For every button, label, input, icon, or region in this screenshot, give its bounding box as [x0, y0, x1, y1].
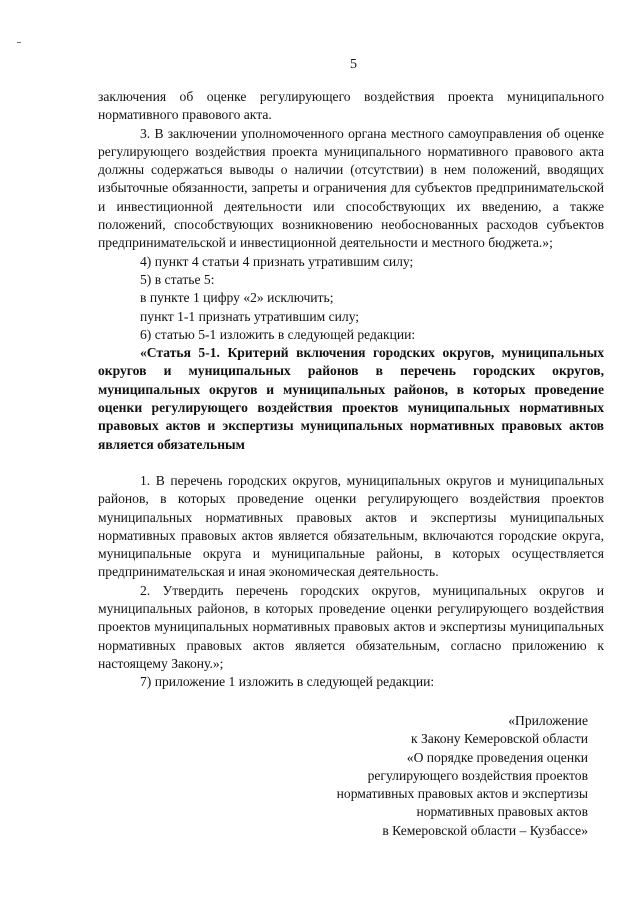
article-point-2: 2. Утвердить перечень городских округов, муниципальных округов и муниципальных районов, в которых проведение оценки регулирующего воздействия проектов муниципальных нормативных правовых актов и экспертизы муниципальных нормативных правовых актов является обязательным, согласно приложению к настоящему Закону.»;: [98, 582, 604, 671]
appendix-line: нормативных правовых актов: [416, 804, 588, 820]
paragraph-item-6: 6) статью 5-1 изложить в следующей редакции:: [140, 326, 416, 342]
paragraph-item-5-sub1: в пункте 1 цифру «2» исключить;: [140, 290, 334, 306]
page-number: 5: [350, 57, 357, 72]
margin-mark: [17, 42, 21, 43]
paragraph-continuation: заключения об оценке регулирующего воздействия проекта муниципального нормативного правового акта.: [98, 89, 604, 123]
appendix-line: нормативных правовых актов и экспертизы: [336, 786, 588, 802]
paragraph-item-5-sub2: пункт 1-1 признать утратившим силу;: [140, 308, 360, 324]
appendix-line: «О порядке проведения оценки: [406, 749, 588, 765]
paragraph-item-5: 5) в статье 5:: [140, 271, 215, 287]
appendix-header: [337, 712, 588, 840]
paragraph-item-3: 3. В заключении уполномоченного органа местного самоуправления об оценке регулирующего воздействия проекта муниципального нормативного правового акта должны содержаться выводы о наличии (отсутствии) в нем положений, вводящих избыточные обязанности, запреты и ограничения для субъектов предпринимательской и инвестиционной деятельности или способствующих их введению, а также положений, способствующих возникновению необоснованных расходов субъектов предпринимательской и инвестиционной деятельности и местного бюджета.»;: [98, 125, 604, 251]
article-heading: «Статья 5-1. Критерий включения городских округов, муниципальных округов и муниципальных районов в перечень городских округов, муниципальных округов и муниципальных районов, в которых проведение оценки регулирующего воздействия проектов муниципальных нормативных правовых актов и экспертизы муниципальных нормативных правовых актов является обязательным: [98, 345, 604, 452]
article-point-1: 1. В перечень городских округов, муниципальных округов и муниципальных районов, в которых проведение оценки регулирующего воздействия проектов муниципальных нормативных правовых актов и экспертизы муниципальных нормативных правовых актов является обязательным, включаются городские округа, муниципальные округа и муниципальные районы, в которых осуществляется предпринимательская и иная экономическая деятельность.: [98, 472, 604, 580]
appendix-line: к Закону Кемеровской области: [410, 731, 588, 747]
appendix-line: «Приложение: [508, 713, 588, 728]
appendix-line: в Кемеровской области – Кузбассе»: [382, 822, 588, 838]
paragraph-item-4: 4) пункт 4 статьи 4 признать утратившим силу;: [140, 253, 414, 269]
document-body: [98, 88, 604, 692]
paragraph-item-7: 7) приложение 1 изложить в следующей редакции:: [140, 674, 435, 690]
appendix-line: регулирующего воздействия проектов: [367, 767, 588, 783]
